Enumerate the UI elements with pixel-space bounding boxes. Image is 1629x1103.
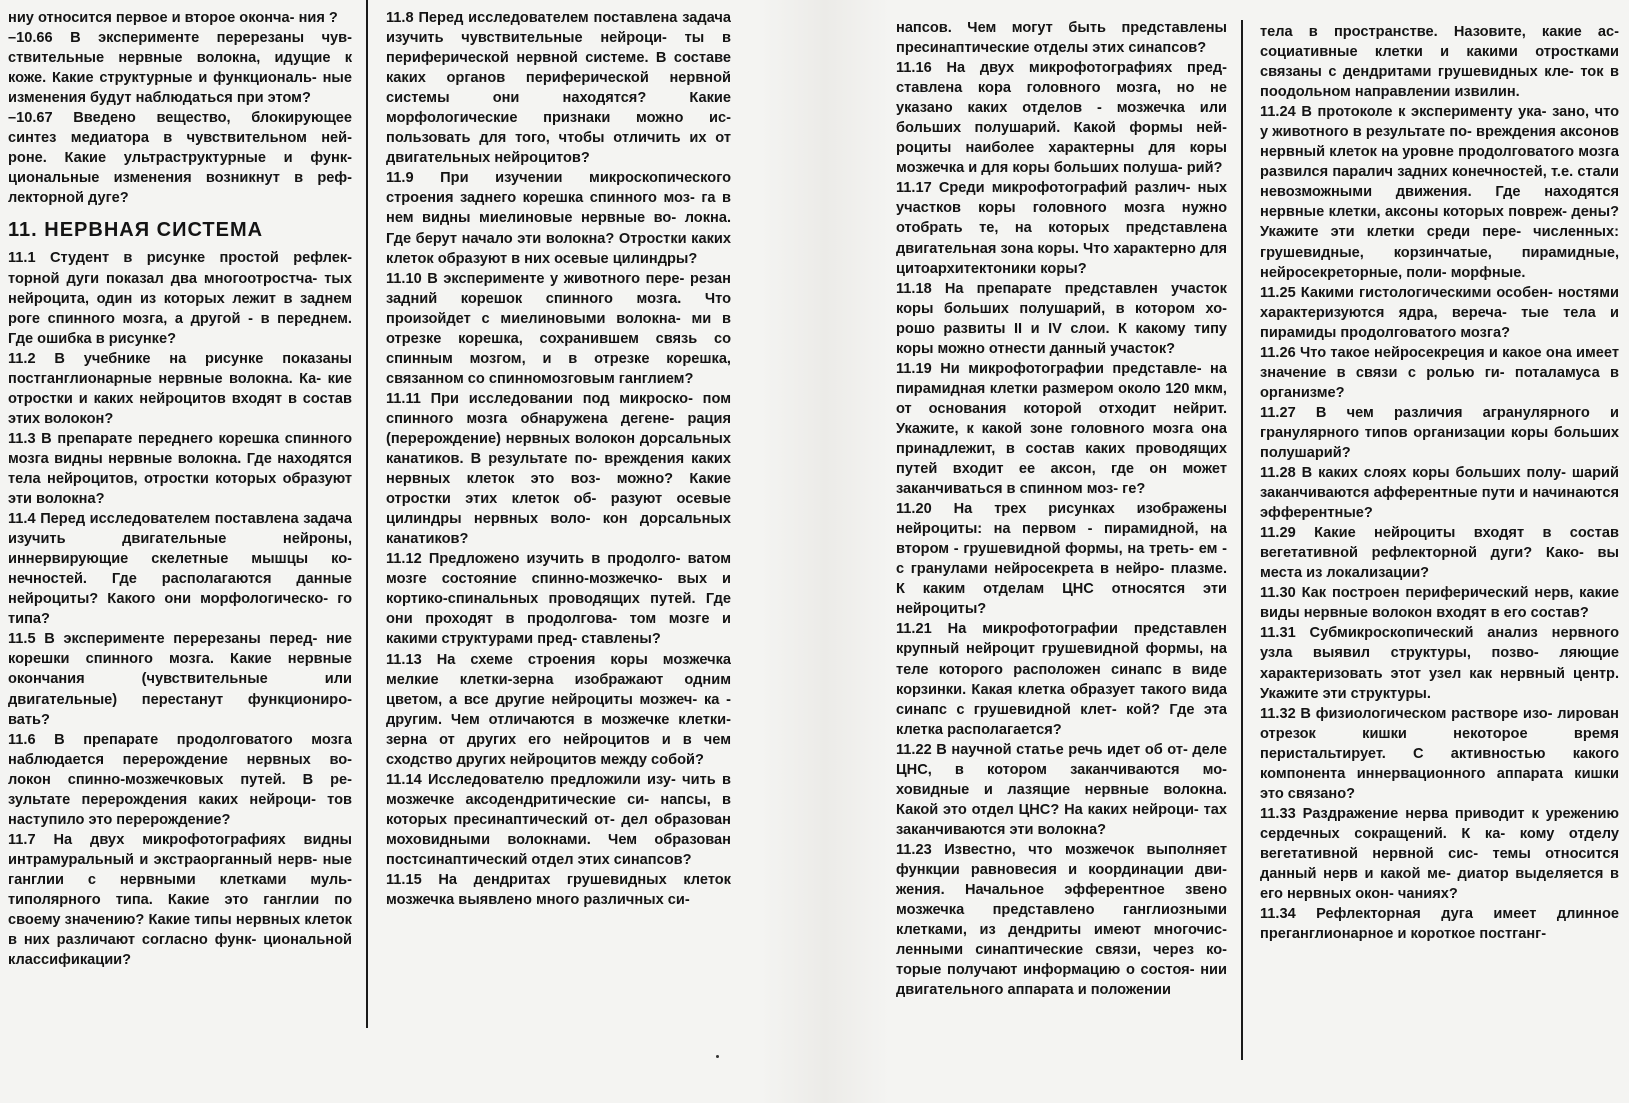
right-page-column-2 (1260, 22, 1619, 1100)
question-11-11: 11.11 При исследовании под микроско- пом спинного мозга обнаружена дегене- рация (перерождение) нервных волокон дорсальных канатиков. В результате по- вреждения каких нервных клеток это воз- можно? Какие отростки этих клеток об- разуют осевые цилиндры нервных воло- кон дорсальных канатиков? (386, 390, 731, 548)
question-11-8: 11.8 Перед исследователем поставлена задача изучить чувствительные нейроци- ты в периферической нервной системе. В составе каких органов периферической нервной системы они находятся? Какие морфологические признаки можно ис- пользовать для того, чтобы отличить их от двигательных нейроцитов? (386, 10, 731, 167)
question-10-66: –10.66 В эксперименте перерезаны чув- ствительные нервные волокна, идущие к коже. Какие структурные и функциональ- ные изменения будут наблюдаться при этом? (8, 30, 352, 107)
question-11-10: 11.10 В эксперименте у животного пере- резан задний корешок спинного мозга. Что произойдет с миелиновыми волокна- ми в отрезке корешка, сохранившем связь со спинным мозгом, и в отрезке корешка, связанном со спинномозговым ганглием? (386, 270, 731, 387)
question-11-14: 11.14 Исследователю предложили изу- чить в мозжечке аксодендритические си- напсы, в которых пресинаптический от- дел образован моховидными волокнами. Чем образован постсинаптический отдел этих синапсов? (386, 771, 731, 868)
question-11-21: 11.21 На микрофотографии представлен крупный нейроцит грушевидной формы, на теле которого расположен синапс в виде корзинки. Какая клетка образует такого вида синапс с грушевидной клет- кой? Где эта клетка располагается? (896, 621, 1227, 738)
question-11-9: 11.9 При изучении микроскопического строения заднего корешка спинного моз- га в нем видны миелиновые нервные во- локна. Где берут начало эти волокна? Отростки каких клеток образуют в них осевые цилиндры? (386, 170, 731, 267)
question-11-4: 11.4 Перед исследователем поставлена задача изучить двигательные нейроны, иннервирующие скелетные мышцы ко- нечностей. Где располагаются данные нейроциты? Какого они морфологическо- го типа? (8, 511, 352, 628)
col1-paras-after (8, 248, 352, 970)
scan-speck (716, 1055, 719, 1058)
question-11-13: 11.13 На схеме строения коры мозжечка мелкие клетки-зерна изображают одним цветом, а все другие нейроциты мозжеч- ка - другим. Чем отличаются в мозжечке клетки-зерна от других его нейроцитов и в чем сходство других нейроцитов между собой? (386, 651, 731, 768)
question-11-18: 11.18 На препарате представлен участок коры больших полушарий, в котором хо- рошо развиты II и IV слои. К какому типу коры можно отнести данный участок? (896, 280, 1227, 357)
question-11-1: 11.1 Студент в рисунке простой рефлек- торной дуги показал два многоотростча- тых нейроцита, один из которых лежит в заднем роге спинного мозга, а другой - в переднем. Где ошибка в рисунке? (8, 250, 352, 347)
left-page-column-2 (386, 8, 731, 1068)
right-page-column-1 (896, 18, 1227, 1096)
question-11-17: 11.17 Среди микрофотографий различ- ных участков коры головного мозга нужно отобрать те, на которых представлена двигательная зона коры. Что характерно для цитоархитектоники коры? (896, 180, 1227, 277)
question-11-7: 11.7 На двух микрофотографиях видны интрамуральный и экстраорганный нерв- ные ганглии с нервными клетками муль- типолярного типа. Какие это ганглии по своему значению? Какие типы нервных клеток в них различают согласно функ- циональной классификации? (8, 831, 352, 969)
question-11-2: 11.2 В учебнике на рисунке показаны постганглионарные нервные волокна. Ка- кие отростки и каких нейроцитов входят в состав этих волокон? (8, 350, 352, 427)
question-11-5: 11.5 В эксперименте перерезаны перед- ние корешки спинного мозга. Какие нервные окончания (чувствительные или двигательные) перестанут функциониро- вать? (8, 631, 352, 728)
question-10-67: –10.67 Введено вещество, блокирующее синтез медиатора в чувствительном ней- роне. Какие ультраструктурные и функ- циональные изменения возникнут в реф- лекторной дуге? (8, 110, 352, 207)
col1-paras-before (8, 8, 352, 208)
question-11-27: 11.27 В чем различия агранулярного и гранулярного типов организации коры больших полушарий? (1260, 404, 1619, 461)
section-heading: 11. НЕРВНАЯ СИСТЕМА (8, 219, 264, 242)
question-11-20: 11.20 На трех рисунках изображены нейроциты: на первом - пирамидной, на втором - грушевидной формы, на треть- ем - с гранулами нейросекрета в нейро- плазме. К каким отделам ЦНС относятся эти нейроциты? (896, 501, 1227, 618)
left-page (0, 0, 760, 1103)
question-11-16: 11.16 На двух микрофотографиях пред- ставлена кора головного мозга, но не указано каких отделов - мозжечка или больших полушарий. Какой формы ней- роциты наиболее характерны для коры мозжечка и для коры больших полуша- рий? (896, 60, 1227, 177)
column-divider (1241, 20, 1243, 1060)
page-gutter (760, 0, 890, 1103)
question-11-26: 11.26 Что такое нейросекреция и какое она имеет значение в связи с ролью ги- поталамуса в организме? (1260, 344, 1619, 401)
question-11-15: 11.15 На дендритах грушевидных клеток мозжечка выявлено много различных си- (386, 872, 731, 909)
paragraph: тела в пространстве. Назовите, какие ас- социативные клетки и какими отростками связаны с дендритами грушевидных кле- ток в поодольном направлении извилин. (1260, 24, 1619, 101)
right-page (890, 0, 1629, 1103)
paragraph: напсов. Чем могут быть представлены пресинаптические отделы этих синапсов? (896, 20, 1227, 57)
question-11-22: 11.22 В научной статье речь идет об от- деле ЦНС, в котором заканчиваются мо- ховидные и лазящие нервные волокна. Какой это отдел ЦНС? На каких нейроци- тах заканчиваются эти волокна? (896, 741, 1227, 838)
question-11-31: 11.31 Субмикроскопический анализ нервного узла выявил структуры, позво- ляющие характеризовать этот узел как нервный центр. Укажите эти структуры. (1260, 625, 1619, 702)
question-11-6: 11.6 В препарате продолговатого мозга наблюдается перерождение нервных во- локон спинно-мозжечковых путей. В ре- зультате перерождения каких нейроци- тов наступило это перерождение? (8, 731, 352, 828)
question-11-29: 11.29 Какие нейроциты входят в состав вегетативной рефлекторной дуги? Како- вы места из локализации? (1260, 525, 1619, 582)
question-11-32: 11.32 В физиологическом растворе изо- лирован отрезок кишки некоторое время перистальтирует. С активностью какого компонента иннервационного аппарата кишки это связано? (1260, 705, 1619, 802)
question-11-34: 11.34 Рефлекторная дуга имеет длинное преганглионарное и короткое постганг- (1260, 906, 1619, 943)
question-11-25: 11.25 Какими гистологическими особен- ностями характеризуются ядра, вереча- тые тела и пирамиды продолговатого мозга? (1260, 284, 1619, 341)
paragraph: ниу относится первое и второе оконча- ния ? (8, 10, 338, 26)
question-11-12: 11.12 Предложено изучить в продолго- ватом мозге состояние спинно-мозжечко- вых и кортико-спинальных проводящих путей. Где они проходят в продолгова- том мозге и какими структурами пред- ставлены? (386, 551, 731, 648)
question-11-30: 11.30 Как построен периферический нерв, какие виды нервные волокон входят в его состав? (1260, 585, 1619, 622)
left-page-column-1 (8, 8, 352, 1038)
question-11-19: 11.19 Ни микрофотографии представле- на пирамидная клетки размером около 120 мкм, от основания которой отходит нейрит. Укажите, к какой зоне головного мозга она принадлежит, в состав каких проводящих путей входит ее аксон, где он может заканчиваться в спинном моз- ге? (896, 360, 1227, 498)
question-11-24: 11.24 В протоколе к эксперименту ука- зано, что у животного в результате по- вреждения аксонов нервный клеток на уровне продолговатого мозга развился паралич задних конечностей, т.е. стали невозможными движения. Где находятся нервные клетки, аксоны которых повреж- дены? Укажите эти клетки среди пере- численных: грушевидные, корзинчатые, пирамидные, нейросекреторные, поли- морфные. (1260, 104, 1619, 281)
column-divider (366, 0, 368, 1028)
question-11-33: 11.33 Раздражение нерва приводит к урежению сердечных сокращений. К ка- кому отделу вегетативной нервной сис- темы относится данный нерв и какой ме- диатор выделяется в его нервных окон- чаниях? (1260, 805, 1619, 903)
question-11-3: 11.3 В препарате переднего корешка спинного мозга видны нервные волокна. Где находятся тела нейроцитов, отростки которых образуют эти волокна? (8, 430, 352, 508)
question-11-23: 11.23 Известно, что мозжечок выполняет функции равновесия и координации дви- жения. Начальное эфферентное звено мозжечка представлено ганглиозными клетками, из дендриты имеют многочис- ленными синаптические связи, через ко- торые получают информацию о состоя- нии двигательного аппарата и положении (896, 841, 1227, 999)
question-11-28: 11.28 В каких слоях коры больших полу- шарий заканчиваются афферентные пути и начинаются эфферентные? (1260, 465, 1619, 522)
